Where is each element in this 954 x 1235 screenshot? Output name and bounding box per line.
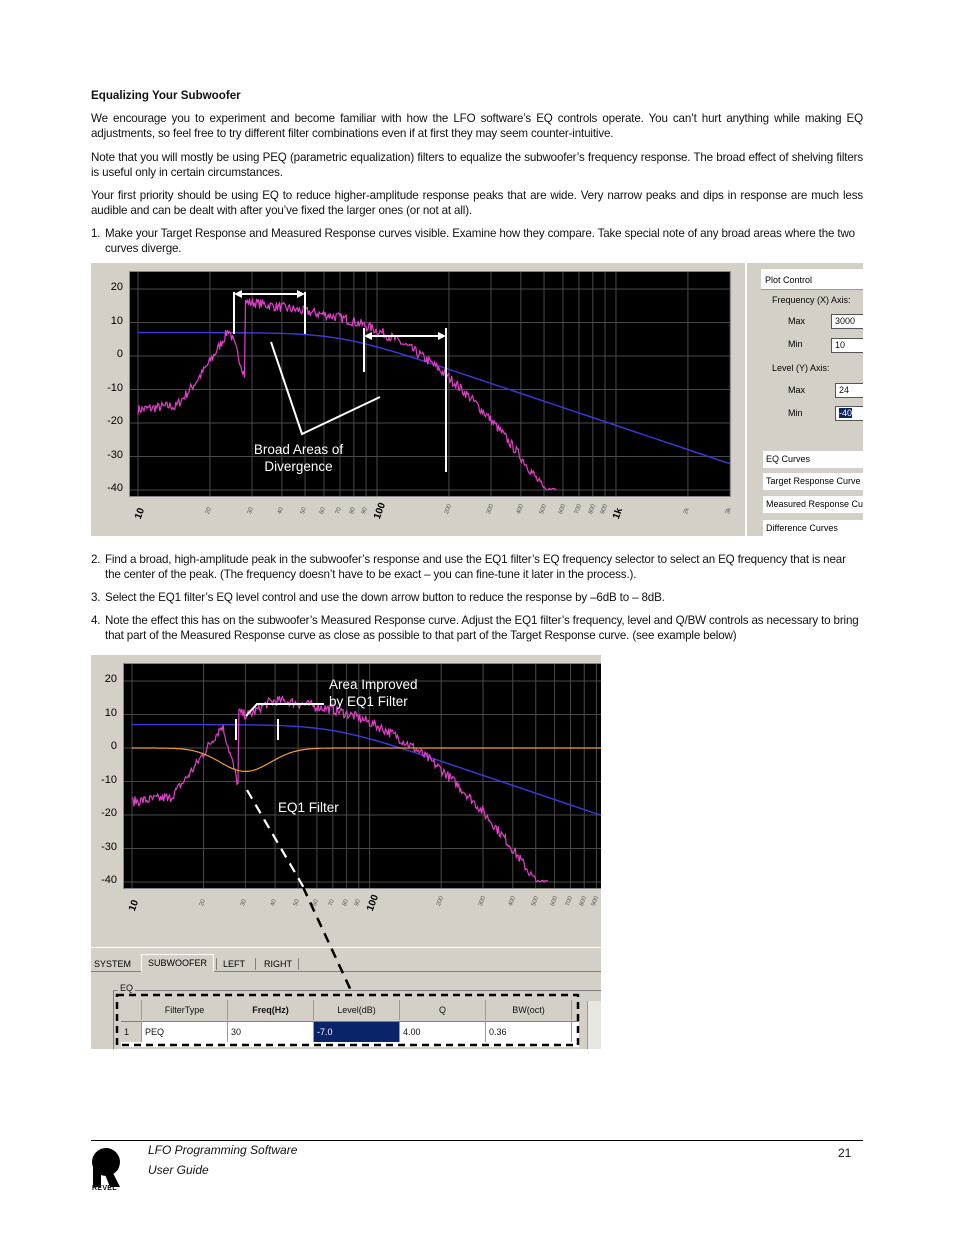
x-tick-label: 300 (478, 895, 488, 908)
annotation-eq1-filter: EQ1 Filter (278, 800, 339, 815)
paragraph-intro: We encourage you to experiment and become familiar with how the LFO software’s EQ controls operate. You can’t hurt anything while making EQ adjustments, so feel free to try different filter combinations even if at first they may seem counter-intuitive. (91, 112, 863, 140)
section-heading: Equalizing Your Subwoofer (91, 89, 241, 102)
y-tick-label: 10 (110, 314, 123, 327)
freq-min-spinner[interactable]: 10 (831, 338, 863, 353)
col-level[interactable]: Level(dB) (314, 1000, 400, 1020)
tab-subwoofer[interactable]: SUBWOOFER (141, 954, 214, 972)
x-tick-label: 10 (127, 898, 142, 913)
logo-text: REVEL (92, 1185, 117, 1192)
x-tick-label: 20 (198, 898, 207, 908)
x-tick-label: 200 (436, 895, 446, 908)
row-number: 1 (121, 1022, 142, 1042)
x-tick-label: 40 (276, 506, 285, 516)
page-number: 21 (838, 1146, 852, 1160)
x-tick-label: 900 (591, 895, 601, 908)
x-tick-label: 900 (600, 503, 610, 516)
step-text: Select the EQ1 filter’s EQ level control and use the down arrow button to reduce the response by –6dB to – 8dB. (105, 591, 665, 604)
target-curve-checkbox[interactable]: Target Response Curve (763, 473, 863, 490)
tab-system[interactable]: SYSTEM (94, 959, 132, 969)
step-number: 3. (91, 591, 101, 604)
cell-freq[interactable]: 30 (228, 1022, 314, 1042)
freq-max-spinner[interactable]: 3000 (831, 314, 863, 329)
level-axis-label: Level (Y) Axis: (772, 363, 830, 373)
level-max-label: Max (788, 385, 806, 395)
x-tick-label: 80 (348, 506, 357, 516)
x-tick-label: 400 (515, 503, 525, 516)
step-3 (91, 590, 863, 605)
paragraph-priority: Your first priority should be using EQ to reduce higher-amplitude response peaks that are wide. Very narrow peaks and dips in response are much less audible and can be dealt with after you’ve fixed the larger ones (or not at all). (91, 189, 863, 217)
step-2 (91, 552, 863, 582)
step-number: 1. (91, 227, 101, 240)
x-tick-label: 90 (361, 506, 369, 516)
x-tick-label: 30 (247, 506, 255, 516)
arrowhead (297, 290, 305, 298)
x-tick-label: 80 (341, 898, 350, 908)
x-tick-label: 500 (530, 895, 540, 908)
arrowhead (234, 290, 242, 298)
freq-min-label: Min (788, 339, 803, 349)
x-tick-label: 100 (364, 893, 381, 913)
x-tick-label: 10 (133, 506, 148, 521)
x-tick-label: 60 (318, 506, 327, 516)
col-filter-type[interactable]: FilterType (142, 1000, 228, 1020)
y-tick-label: 10 (104, 706, 117, 719)
eq-group-label: EQ (120, 983, 134, 993)
cell-filter-type[interactable]: PEQ (142, 1022, 228, 1042)
y-tick-label: 20 (110, 281, 123, 293)
y-tick-label: -10 (101, 773, 117, 786)
tab-right[interactable]: RIGHT (264, 959, 292, 969)
x-tick-label: 2k (682, 507, 691, 516)
highlight-overlay (91, 655, 601, 1049)
freq-max-label: Max (788, 316, 806, 326)
x-tick-label: 40 (270, 898, 278, 908)
plot-control-header: Plot Control (761, 269, 863, 290)
x-tick-label: 700 (565, 895, 575, 908)
x-tick-label: 400 (507, 895, 517, 908)
step-number: 4. (91, 614, 101, 627)
col-freq[interactable]: Freq(Hz) (228, 1000, 314, 1020)
difference-curves-checkbox[interactable]: Difference Curves (763, 520, 863, 536)
x-tick-label: 30 (240, 898, 249, 908)
y-tick-label: -10 (107, 381, 123, 394)
step-text: Find a broad, high-amplitude peak in the subwoofer’s response and use the EQ1 filter’s EQ frequency selector to select an EQ frequency that is near the center of the peak. (The frequency doesn’t have to be exact – you can fine-tune it later in the process.). (105, 553, 846, 581)
x-tick-label: 70 (334, 506, 343, 516)
x-tick-label: 1k (610, 506, 626, 521)
figure2-screenshot (91, 655, 601, 1049)
x-tick-label: 500 (539, 503, 549, 516)
revel-logo (91, 1147, 121, 1195)
figure1-chart (130, 272, 730, 496)
cell-bw[interactable]: 0.36 (486, 1022, 572, 1042)
level-min-label: Min (788, 408, 803, 418)
cell-q[interactable]: 4.00 (400, 1022, 486, 1042)
x-tick-label: 3k (725, 507, 733, 516)
x-tick-label: 50 (293, 898, 302, 908)
x-tick-label: 50 (300, 506, 308, 516)
level-max-spinner[interactable]: 24 (835, 383, 863, 398)
figure1-plot-area (129, 271, 731, 497)
x-tick-label: 70 (327, 898, 336, 908)
x-tick-label: 700 (573, 503, 584, 516)
y-tick-label: 0 (110, 740, 117, 752)
x-tick-label: 600 (549, 895, 559, 908)
paragraph-peq: Note that you will mostly be using PEQ (parametric equalization) filters to equalize the subwoofer’s frequency response. The broad effect of shelving filters is useful only in certain circumstances. (91, 151, 863, 179)
x-tick-label: 800 (579, 895, 589, 908)
x-tick-label: 20 (204, 506, 213, 516)
col-bw[interactable]: BW(oct) (486, 1000, 572, 1020)
arrowhead (438, 332, 446, 340)
x-tick-label: 100 (371, 501, 389, 521)
target-response-series (138, 333, 730, 464)
figure1-screenshot (91, 263, 863, 536)
x-tick-label: 300 (486, 503, 496, 516)
y-tick-label: -20 (107, 415, 123, 427)
arrowhead (364, 332, 372, 340)
y-tick-label: -30 (101, 840, 117, 853)
annotation-area-improved: Area Improved by EQ1 Filter (329, 677, 418, 709)
step-4 (91, 613, 863, 643)
x-tick-label: 800 (587, 503, 597, 516)
footer-rule (91, 1140, 863, 1141)
x-tick-label: 600 (557, 503, 568, 516)
tab-left[interactable]: LEFT (223, 959, 246, 969)
annotation-broad-areas: Broad Areas of Divergence (253, 442, 344, 474)
cell-level[interactable]: -7.0 (314, 1022, 400, 1042)
step-text: Note the effect this has on the subwoofer’s Measured Response curve. Adjust the EQ1 filter’s frequency, level and Q/BW controls as necessary to bring that part of the Measured Response curve as close as possible to that part of the Target Response curve. (see example below) (105, 614, 859, 642)
freq-axis-label: Frequency (X) Axis: (772, 295, 851, 305)
footer-subtitle: User Guide (148, 1163, 209, 1177)
x-tick-label: 60 (311, 898, 320, 908)
col-q[interactable]: Q (400, 1000, 486, 1020)
measured-curve-checkbox[interactable]: Measured Response Cu (763, 496, 863, 513)
step-number: 2. (91, 553, 101, 566)
y-tick-label: 0 (116, 348, 123, 360)
eq-curves-checkbox[interactable]: EQ Curves (763, 451, 863, 468)
x-tick-label: 90 (353, 898, 362, 908)
step-text: Make your Target Response and Measured Response curves visible. Examine how they compare. Take special note of any broad areas where the two curves diverge. (105, 227, 855, 255)
y-tick-label: 20 (104, 673, 117, 685)
level-min-spinner[interactable]: -40 (835, 406, 863, 421)
y-tick-label: -20 (101, 807, 117, 819)
y-tick-label: -30 (107, 448, 123, 461)
y-tick-label: -40 (101, 874, 117, 886)
footer-title: LFO Programming Software (148, 1143, 298, 1157)
y-tick-label: -40 (107, 482, 123, 494)
x-tick-label: 200 (443, 503, 453, 516)
step-1 (91, 226, 863, 256)
